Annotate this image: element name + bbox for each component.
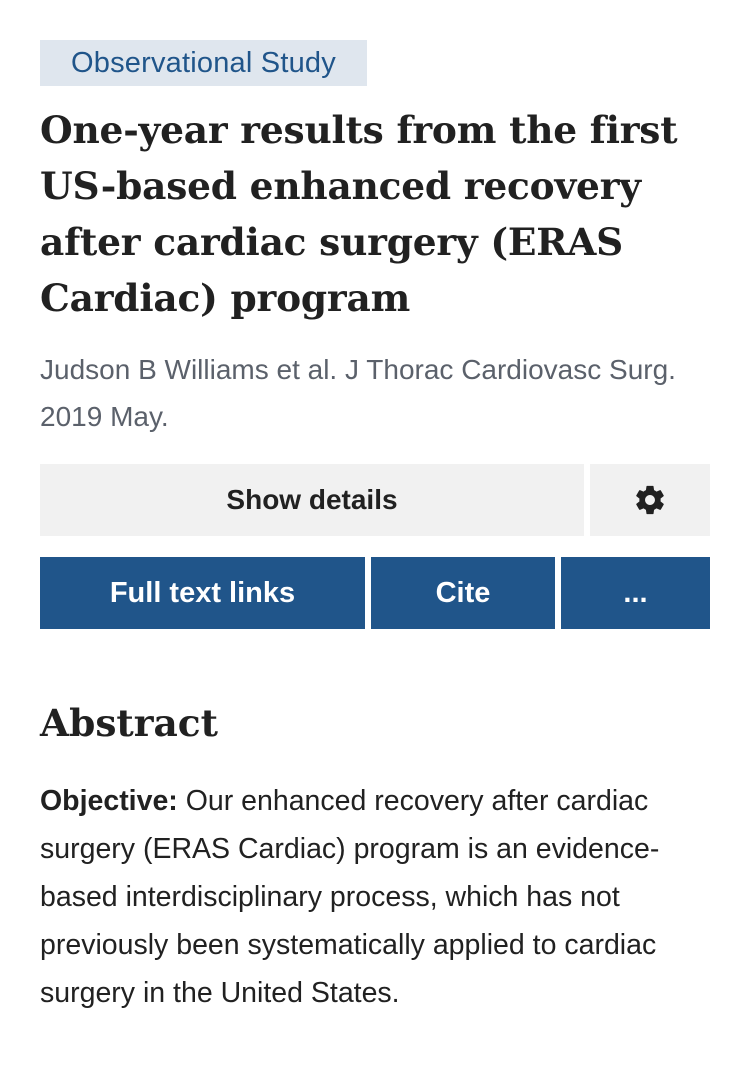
- settings-button[interactable]: [590, 464, 710, 536]
- objective-label: Objective:: [40, 785, 178, 817]
- gear-icon: [633, 483, 667, 517]
- article-page: [40, 40, 710, 1017]
- actions-toolbar: [40, 557, 710, 629]
- full-text-links-button[interactable]: Full text links: [40, 557, 365, 629]
- article-citation: Judson B Williams et al. J Thorac Cardiovasc Surg. 2019 May.: [40, 354, 676, 432]
- cite-button[interactable]: Cite: [371, 557, 555, 629]
- abstract-heading: Abstract: [40, 701, 218, 745]
- show-details-button[interactable]: Show details: [40, 464, 584, 536]
- details-toolbar: [40, 464, 710, 536]
- abstract-objective: [40, 777, 710, 1017]
- more-actions-button[interactable]: ...: [561, 557, 710, 629]
- objective-text: Our enhanced recovery after cardiac surgery (ERAS Cardiac) program is an evidence-based interdisciplinary process, which has not previously been systematically applied to cardiac surgery in the United States.: [40, 785, 660, 1009]
- article-type-badge: Observational Study: [40, 40, 367, 86]
- article-title: One-year results from the first US-based enhanced recovery after cardiac surgery (ERAS Cardiac) program: [40, 108, 678, 320]
